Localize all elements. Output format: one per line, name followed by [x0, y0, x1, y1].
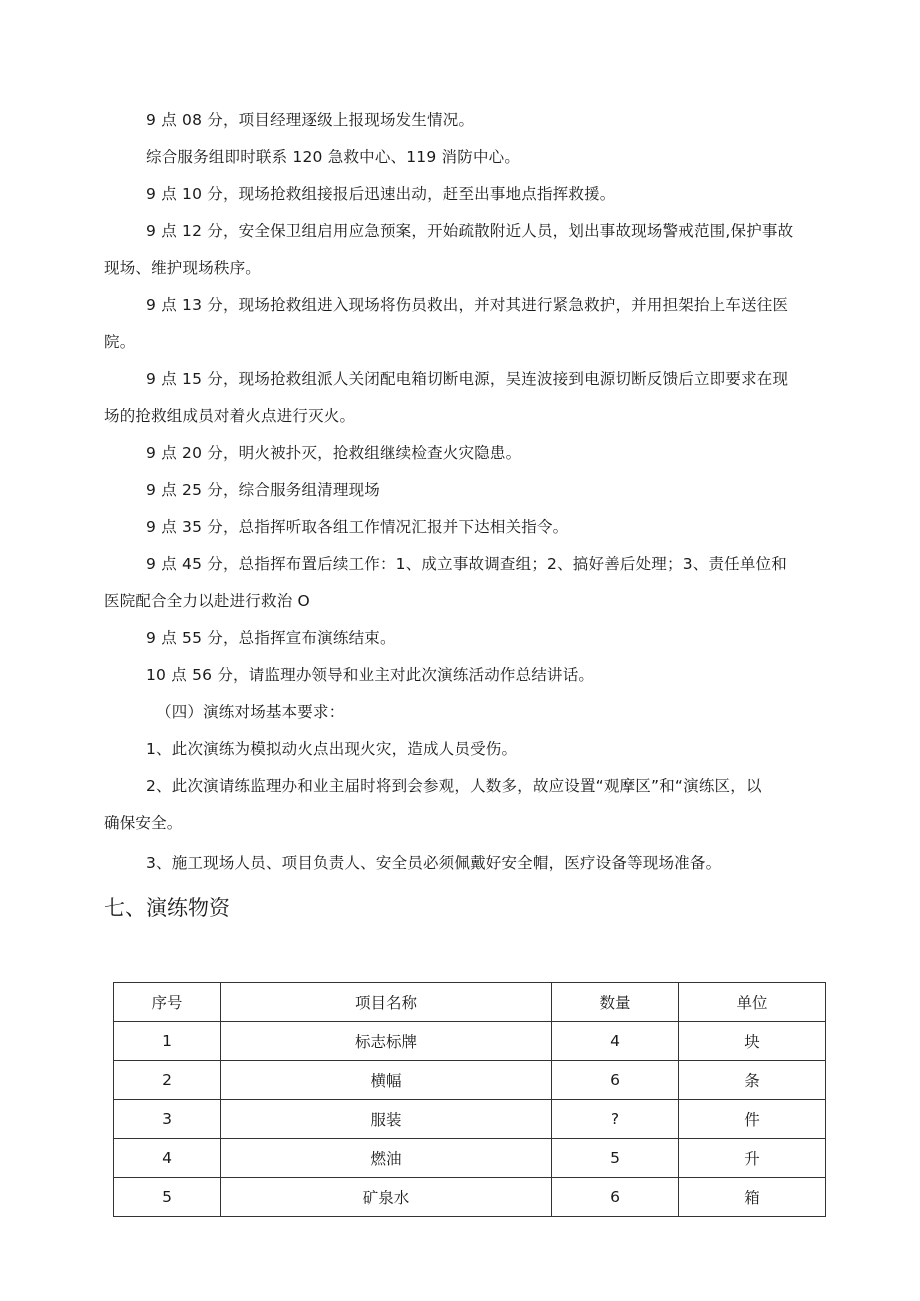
cell-item-name: 矿泉水	[221, 1178, 552, 1217]
cell-quantity: 6	[552, 1178, 679, 1217]
cell-quantity: 4	[552, 1022, 679, 1061]
requirement-2-line2: 确保安全。	[104, 814, 183, 832]
paragraph-0915-line2: 场的抢救组成员对着火点进行灭火。	[104, 407, 356, 425]
paragraph-0913-line2: 院。	[104, 333, 136, 351]
table-row	[114, 1139, 826, 1178]
table-row	[114, 1178, 826, 1217]
header-quantity: 数量	[552, 983, 679, 1022]
cell-serial: 3	[114, 1100, 221, 1139]
table-header-row	[114, 983, 826, 1022]
paragraph-0935: 9 点 35 分，总指挥听取各组工作情况汇报并下达相关指令。	[146, 518, 569, 536]
paragraph-0945-line2: 医院配合全力以赴进行救治 O	[104, 592, 310, 610]
cell-quantity: 6	[552, 1061, 679, 1100]
header-serial: 序号	[114, 983, 221, 1022]
table-row	[114, 1022, 826, 1061]
subsection-heading-requirements: （四）演练对场基本要求：	[156, 703, 345, 721]
cell-unit: 箱	[679, 1178, 826, 1217]
cell-unit: 件	[679, 1100, 826, 1139]
cell-quantity: ?	[552, 1100, 679, 1139]
cell-quantity: 5	[552, 1139, 679, 1178]
table-row	[114, 1100, 826, 1139]
paragraph-0910: 9 点 10 分，现场抢救组接报后迅速出动，赶至出事地点指挥救援。	[146, 185, 616, 203]
cell-item-name: 标志标牌	[221, 1022, 552, 1061]
paragraph-0945-line1: 9 点 45 分，总指挥布置后续工作：1、成立事故调查组；2、搞好善后处理；3、责任单位和	[146, 555, 787, 573]
table-row	[114, 1061, 826, 1100]
section-heading-materials: 七、演练物资	[104, 896, 230, 920]
header-item-name: 项目名称	[221, 983, 552, 1022]
cell-serial: 1	[114, 1022, 221, 1061]
paragraph-0920: 9 点 20 分，明火被扑灭，抢救组继续检查火灾隐患。	[146, 444, 522, 462]
materials-table	[113, 982, 826, 1217]
cell-serial: 4	[114, 1139, 221, 1178]
cell-unit: 块	[679, 1022, 826, 1061]
paragraph-0912-line1: 9 点 12 分，安全保卫组启用应急预案，开始疏散附近人员，划出事故现场警戒范围,保护事故	[146, 222, 794, 240]
paragraph-0908: 9 点 08 分，项目经理逐级上报现场发生情况。	[146, 111, 475, 129]
header-unit: 单位	[679, 983, 826, 1022]
cell-item-name: 服装	[221, 1100, 552, 1139]
paragraph-0955: 9 点 55 分，总指挥宣布演练结束。	[146, 629, 396, 647]
requirement-2-line1: 2、此次演请练监理办和业主届时将到会参观，人数多，故应设置“观摩区”和“演练区，以	[146, 777, 762, 795]
cell-serial: 2	[114, 1061, 221, 1100]
paragraph-1056: 10 点 56 分，请监理办领导和业主对此次演练活动作总结讲话。	[146, 666, 595, 684]
paragraph-0912-line2: 现场、维护现场秩序。	[104, 259, 262, 277]
cell-serial: 5	[114, 1178, 221, 1217]
cell-unit: 升	[679, 1139, 826, 1178]
cell-unit: 条	[679, 1061, 826, 1100]
paragraph-emergency-contact: 综合服务组即时联系 120 急救中心、119 消防中心。	[146, 148, 521, 166]
paragraph-0915-line1: 9 点 15 分，现场抢救组派人关闭配电箱切断电源，吴连波接到电源切断反馈后立即要求在现	[146, 370, 789, 388]
paragraph-0925: 9 点 25 分，综合服务组清理现场	[146, 481, 380, 499]
requirement-3: 3、施工现场人员、项目负责人、安全员必须佩戴好安全帽，医疗设备等现场准备。	[146, 854, 722, 872]
cell-item-name: 燃油	[221, 1139, 552, 1178]
paragraph-0913-line1: 9 点 13 分，现场抢救组进入现场将伤员救出，并对其进行紧急救护，并用担架抬上车送往医	[146, 296, 789, 314]
cell-item-name: 横幅	[221, 1061, 552, 1100]
requirement-1: 1、此次演练为模拟动火点出现火灾，造成人员受伤。	[146, 740, 518, 758]
